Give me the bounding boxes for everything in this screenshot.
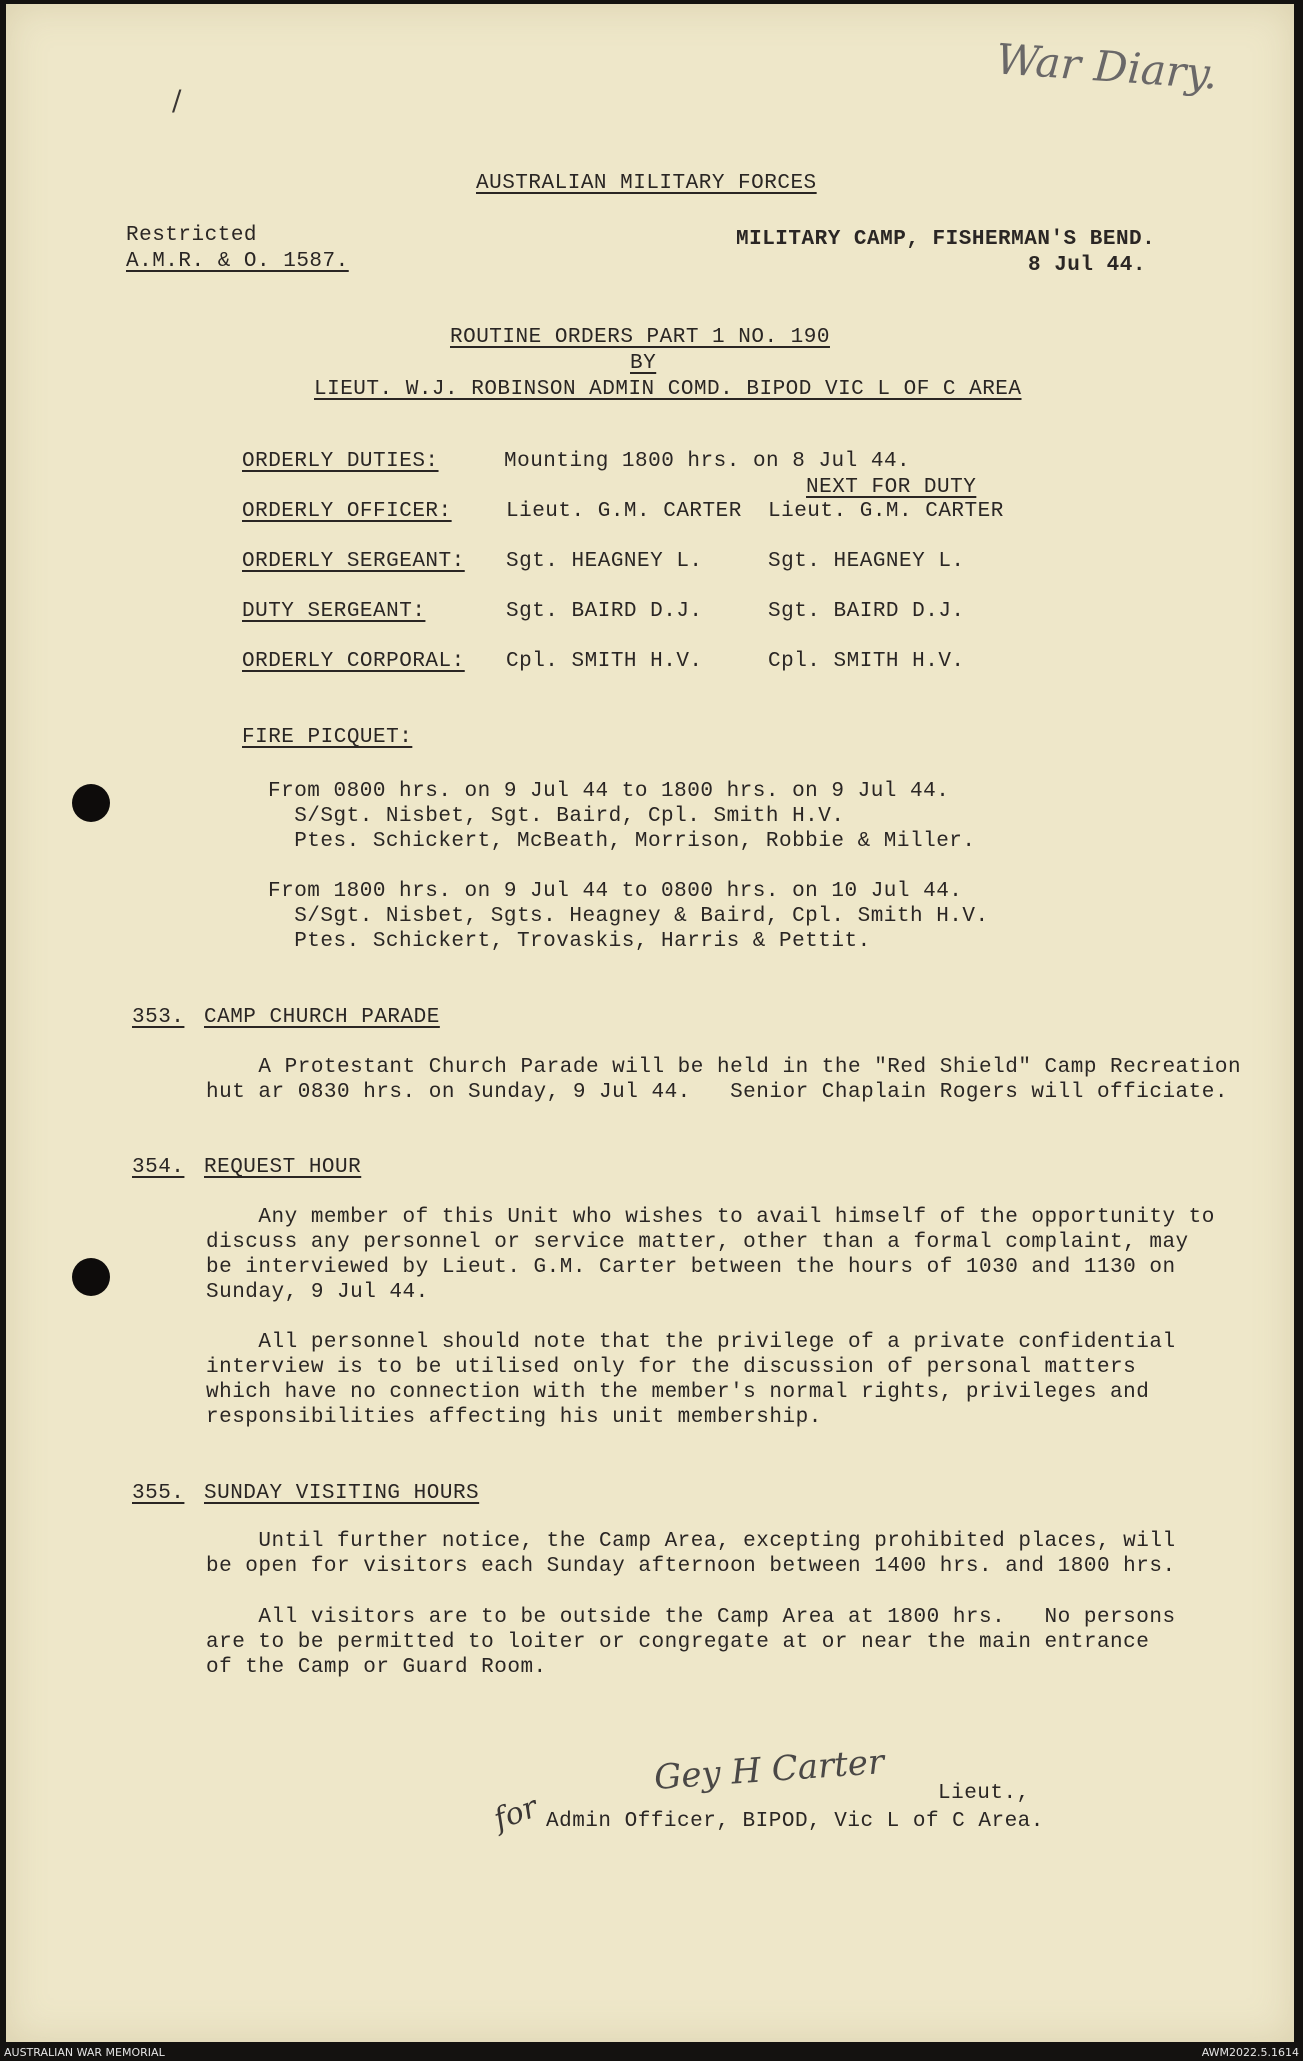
duty-role: ORDERLY CORPORAL: <box>242 650 465 673</box>
picquet-line: From 1800 hrs. on 9 Jul 44 to 0800 hrs. on 10 Jul 44. <box>268 880 963 903</box>
paragraph-line: Until further notice, the Camp Area, excepting prohibited places, will <box>206 1530 1176 1553</box>
paragraph-line: Sunday, 9 Jul 44. <box>206 1281 429 1304</box>
paragraph-line: which have no connection with the member's normal rights, privileges and <box>206 1381 1150 1404</box>
regulation-reference: A.M.R. & O. 1587. <box>126 250 349 273</box>
section-number: 353. <box>132 1006 185 1029</box>
paragraph-line: interview is to be utilised only for the discussion of personal matters <box>206 1356 1137 1379</box>
signature-line: Admin Officer, BIPOD, Vic L of C Area. <box>546 1810 1044 1833</box>
section-title: CAMP CHURCH PARADE <box>204 1006 440 1029</box>
paragraph-line: A Protestant Church Parade will be held in the "Red Shield" Camp Recreation <box>206 1056 1242 1079</box>
duty-role: DUTY SERGEANT: <box>242 600 426 623</box>
location-line: MILITARY CAMP, FISHERMAN'S BEND. <box>736 228 1156 251</box>
picquet-line: From 0800 hrs. on 9 Jul 44 to 1800 hrs. on 9 Jul 44. <box>268 780 950 803</box>
duty-current: Cpl. SMITH H.V. <box>506 650 703 673</box>
section-title: SUNDAY VISITING HOURS <box>204 1482 480 1505</box>
classification-label: Restricted <box>126 224 258 247</box>
picquet-line: S/Sgt. Nisbet, Sgt. Baird, Cpl. Smith H.V. <box>268 805 845 828</box>
section-title: REQUEST HOUR <box>204 1156 362 1179</box>
section-number: 355. <box>132 1482 185 1505</box>
picquet-line: Ptes. Schickert, Trovaskis, Harris & Pettit. <box>268 930 871 953</box>
duty-next: Cpl. SMITH H.V. <box>768 650 965 673</box>
orders-authority: LIEUT. W.J. ROBINSON ADMIN COMD. BIPOD VIC L OF C AREA <box>314 378 1022 401</box>
picquet-line: Ptes. Schickert, McBeath, Morrison, Robbie & Miller. <box>268 830 976 853</box>
paragraph-line: Any member of this Unit who wishes to avail himself of the opportunity to <box>206 1206 1215 1229</box>
paragraph-line: are to be permitted to loiter or congregate at or near the main entrance <box>206 1631 1150 1654</box>
paragraph-line: of the Camp or Guard Room. <box>206 1656 547 1679</box>
footer-right: AWM2022.5.1614 <box>1201 2046 1299 2059</box>
signature: Gey H Carter <box>652 1742 886 1798</box>
paragraph-line: All personnel should note that the privilege of a private confidential <box>206 1331 1176 1354</box>
duty-next: Lieut. G.M. CARTER <box>768 500 1004 523</box>
duty-next: Sgt. HEAGNEY L. <box>768 550 965 573</box>
next-for-duty-header: NEXT FOR DUTY <box>806 476 977 499</box>
date-line: 8 Jul 44. <box>1028 254 1146 277</box>
paragraph-line: be open for visitors each Sunday afternoon between 1400 hrs. and 1800 hrs. <box>206 1555 1176 1578</box>
mounting-text: Mounting 1800 hrs. on 8 Jul 44. <box>504 450 911 473</box>
document-page <box>6 4 1294 2042</box>
orders-title: ROUTINE ORDERS PART 1 NO. 190 <box>450 326 830 349</box>
punch-hole-top <box>72 784 110 822</box>
duty-current: Lieut. G.M. CARTER <box>506 500 742 523</box>
paragraph-line: discuss any personnel or service matter, other than a formal complaint, may <box>206 1231 1189 1254</box>
section-number: 354. <box>132 1156 185 1179</box>
paragraph-line: hut ar 0830 hrs. on Sunday, 9 Jul 44. Senior Chaplain Rogers will officiate. <box>206 1081 1228 1104</box>
per-procurationem-mark: for <box>489 1789 543 1838</box>
duty-role: ORDERLY OFFICER: <box>242 500 452 523</box>
duty-current: Sgt. BAIRD D.J. <box>506 600 703 623</box>
paragraph-line: All visitors are to be outside the Camp Area at 1800 hrs. No persons <box>206 1606 1176 1629</box>
picquet-line: S/Sgt. Nisbet, Sgts. Heagney & Baird, Cpl. Smith H.V. <box>268 905 989 928</box>
paragraph-line: be interviewed by Lieut. G.M. Carter between the hours of 1030 and 1130 on <box>206 1256 1176 1279</box>
punch-hole-bottom <box>72 1258 110 1296</box>
corner-mark: / <box>172 84 182 117</box>
duty-next: Sgt. BAIRD D.J. <box>768 600 965 623</box>
paragraph-line: responsibilities affecting his unit membership. <box>206 1406 822 1429</box>
handwritten-annotation: War Diary. <box>994 34 1220 99</box>
signature-rank: Lieut., <box>938 1782 1030 1805</box>
fire-picquet-label: FIRE PICQUET: <box>242 726 413 749</box>
document-title: AUSTRALIAN MILITARY FORCES <box>476 172 817 195</box>
duty-current: Sgt. HEAGNEY L. <box>506 550 703 573</box>
orders-by: BY <box>630 352 657 375</box>
footer-left: AUSTRALIAN WAR MEMORIAL <box>4 2046 165 2059</box>
orderly-duties-label: ORDERLY DUTIES: <box>242 450 439 473</box>
duty-role: ORDERLY SERGEANT: <box>242 550 465 573</box>
